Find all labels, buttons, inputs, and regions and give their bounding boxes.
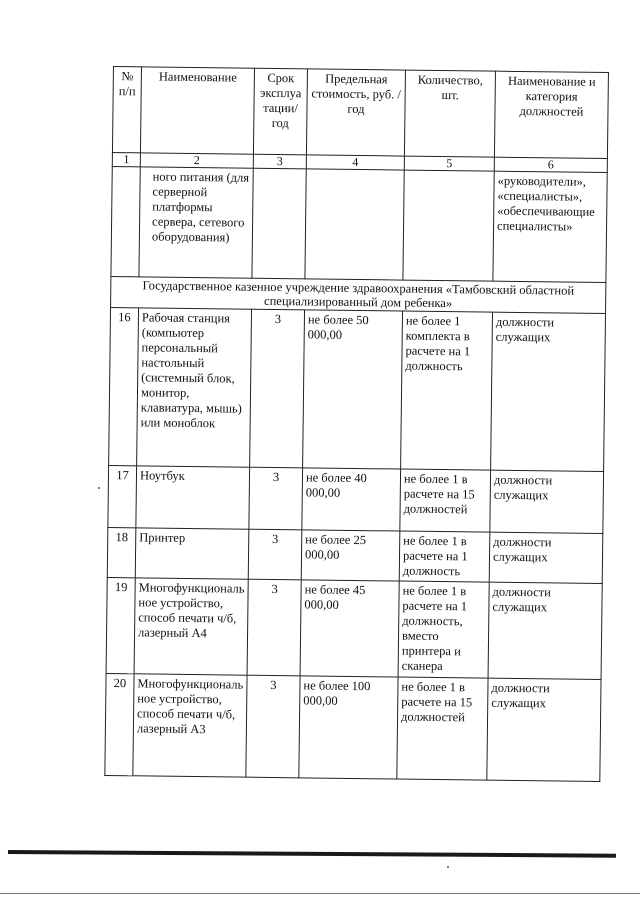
column-number: 6 bbox=[494, 157, 607, 172]
header-name: Наименование bbox=[140, 67, 254, 154]
scan-speck bbox=[447, 866, 449, 868]
item-positions: должности служащих bbox=[491, 312, 606, 471]
item-price: не более 25 000,00 bbox=[301, 530, 400, 581]
column-number: 3 bbox=[253, 154, 306, 169]
header-number: № п/п bbox=[112, 67, 141, 153]
item-quantity: не более 1 комплекта в расчете на 1 должность bbox=[401, 311, 493, 470]
item-positions: должности служащих bbox=[488, 582, 602, 679]
item-name: Многофункциональное устройство, способ печати ч/б, лазерный А3 bbox=[133, 674, 247, 777]
item-quantity: не более 1 в расчете на 15 должностей bbox=[397, 677, 488, 780]
scan-edge-line bbox=[0, 893, 640, 894]
column-number: 5 bbox=[404, 156, 494, 171]
row-number bbox=[111, 166, 140, 276]
header-positions: Наименование и категория должностей bbox=[494, 71, 608, 158]
item-price: не более 45 000,00 bbox=[300, 580, 399, 677]
scan-speck bbox=[98, 487, 100, 489]
item-term: 3 bbox=[247, 579, 301, 676]
item-quantity bbox=[403, 170, 494, 281]
table-row bbox=[108, 465, 604, 533]
item-quantity: не более 1 в расчете на 1 должность, вместо принтера и сканера bbox=[398, 581, 489, 678]
item-term: 3 bbox=[248, 529, 302, 580]
item-name: Многофункциональное устройство, способ печати ч/б, лазерный А4 bbox=[134, 578, 248, 675]
item-price: не более 100 000,00 bbox=[299, 676, 398, 779]
table-row bbox=[109, 307, 606, 471]
header-term: Срок эксплуатации/ год bbox=[253, 68, 307, 155]
section-title: Государственное казенное учреждение здравоохранения «Тамбовский областной специализированный дом ребенка» bbox=[111, 276, 606, 313]
item-positions: должности служащих bbox=[489, 532, 603, 583]
item-positions: «руководители», «специалисты», «обеспечивающие специалисты» bbox=[493, 171, 607, 282]
item-price: не более 40 000,00 bbox=[302, 468, 401, 531]
item-name: Рабочая станция (компьютер персональный настольный (системный блок, монитор, клавиатура, мышь) или моноблок bbox=[137, 308, 252, 467]
item-term: 3 bbox=[249, 467, 303, 530]
item-name: ного питания (для серверной платформы сервера, сетевого оборудования) bbox=[139, 167, 253, 278]
row-number: 16 bbox=[109, 307, 139, 465]
table-row bbox=[107, 527, 603, 583]
item-price: не более 50 000,00 bbox=[303, 310, 403, 469]
item-quantity: не более 1 в расчете на 1 должность bbox=[399, 531, 490, 582]
row-number: 17 bbox=[108, 465, 137, 527]
row-number: 20 bbox=[105, 673, 134, 775]
item-positions: должности служащих bbox=[487, 678, 601, 781]
table-row bbox=[106, 577, 602, 679]
column-number: 4 bbox=[306, 155, 404, 170]
row-number: 19 bbox=[106, 577, 135, 673]
scan-border-line bbox=[8, 850, 616, 858]
row-number: 18 bbox=[107, 527, 136, 577]
table-row bbox=[105, 673, 601, 781]
header-quantity: Количество, шт. bbox=[404, 70, 495, 157]
item-term bbox=[252, 168, 306, 279]
column-number: 1 bbox=[112, 152, 140, 166]
item-term: 3 bbox=[250, 309, 305, 468]
item-term: 3 bbox=[246, 675, 300, 778]
item-positions: должности служащих bbox=[490, 470, 604, 533]
header-row bbox=[112, 67, 608, 159]
item-name: Принтер bbox=[135, 528, 249, 579]
requirements-table bbox=[104, 66, 609, 782]
header-price: Предельная стоимость, руб. / год bbox=[306, 69, 405, 156]
item-price bbox=[305, 169, 404, 280]
item-name: Ноутбук bbox=[136, 466, 250, 529]
item-quantity: не более 1 в расчете на 15 должностей bbox=[400, 469, 491, 532]
table-row-continuation bbox=[111, 166, 607, 282]
column-number: 2 bbox=[140, 153, 253, 168]
